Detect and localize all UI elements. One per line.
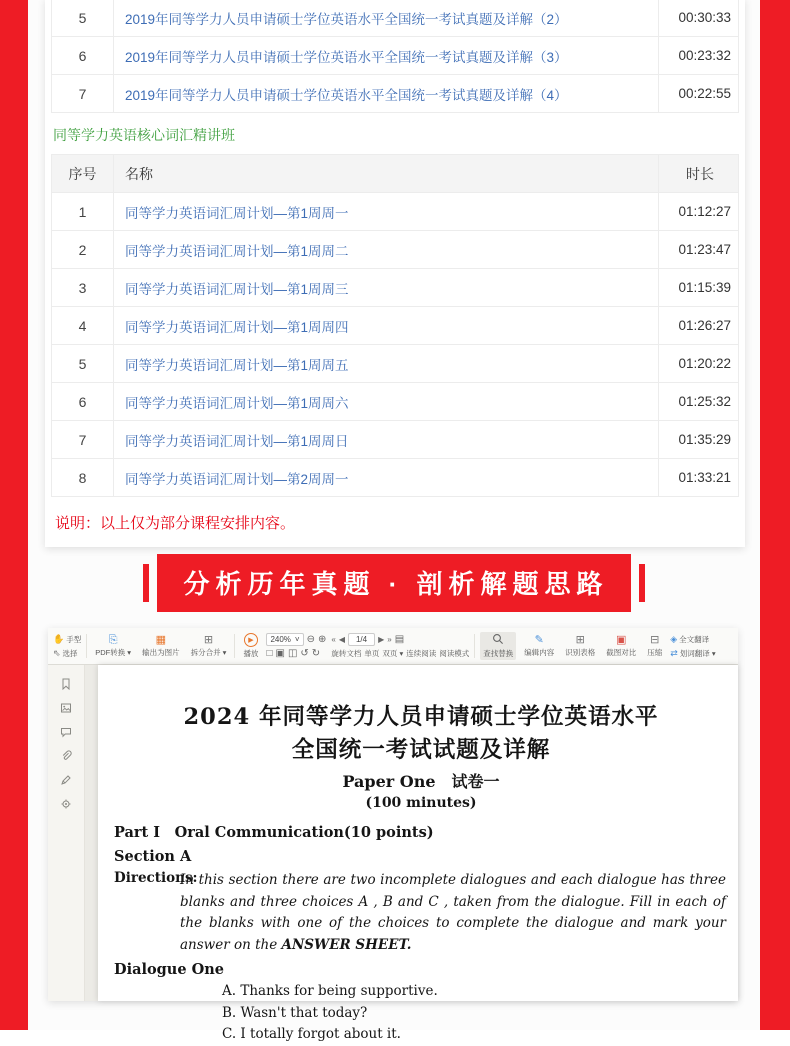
exam-title-line2: 全国统一考试试题及详解: [291, 736, 551, 763]
lecture-title-link[interactable]: 同等学力英语词汇周计划—第1周周五: [114, 345, 659, 383]
row-index: 6: [52, 37, 114, 75]
play-label: 播放: [243, 649, 259, 658]
zoom-out-button[interactable]: ⊖: [306, 634, 315, 645]
lecture-title-link[interactable]: 同等学力英语词汇周计划—第2周周一: [114, 459, 659, 497]
cursor-icon: ⇖: [53, 647, 61, 658]
lecture-duration: 01:26:27: [659, 307, 739, 345]
directions-block: [114, 870, 728, 956]
vocab-lecture-table: [51, 154, 739, 497]
edit-pencil-icon: ✎: [534, 634, 544, 646]
table-row: [52, 231, 739, 269]
course-schedule-card: [45, 0, 745, 547]
pdf-convert-icon: ⎘: [108, 634, 118, 646]
schedule-note: 说明：以上仅为部分课程安排内容。: [55, 515, 296, 532]
right-red-border: [760, 0, 790, 1030]
banner-right-tick: [639, 564, 645, 602]
lecture-duration: 00:23:32: [659, 37, 739, 75]
read-mode-button[interactable]: 阅读模式: [439, 649, 470, 658]
split-merge-icon: ⊞: [203, 634, 214, 646]
duration-heading: (100 minutes): [365, 795, 477, 812]
edit-content-label: 编辑内容: [524, 648, 555, 657]
paper-heading: Paper One 试卷一: [342, 772, 500, 792]
banner-title: 分析历年真题 · 剖析解题思路: [157, 554, 630, 612]
part-heading: Part Ⅰ Oral Communication(10 points): [114, 824, 434, 842]
double-page-button[interactable]: 双页 ▾: [382, 649, 404, 658]
pdf-page-area[interactable]: [85, 665, 738, 1043]
export-image-label: 输出为图片: [142, 648, 180, 657]
single-page-button[interactable]: 单页: [364, 649, 380, 658]
table-row: [52, 307, 739, 345]
compress-button[interactable]: [644, 633, 665, 659]
signature-pen-icon[interactable]: [60, 774, 72, 786]
full-translate-label: 全文翻译: [679, 634, 710, 644]
table-row: [52, 345, 739, 383]
table-row: [52, 459, 739, 497]
screenshot-compare-label: 截图对比: [606, 648, 637, 657]
find-replace-button[interactable]: [480, 632, 516, 660]
lecture-title-link[interactable]: 同等学力英语词汇周计划—第1周周二: [114, 231, 659, 269]
settings-icon[interactable]: [60, 798, 72, 810]
table-row: [52, 37, 739, 75]
option-b: B. Wasn't that today?: [222, 1004, 368, 1021]
pdf-side-panel: [48, 665, 85, 1001]
lecture-title-link[interactable]: 2019年同等学力人员申请硕士学位英语水平全国统一考试真题及详解（4）: [114, 75, 659, 113]
exam-title-line1: 2024 年同等学力人员申请硕士学位英语水平: [183, 704, 659, 730]
lecture-duration: 01:20:22: [659, 345, 739, 383]
zoom-in-button[interactable]: ⊕: [317, 634, 327, 645]
row-index: 5: [52, 345, 114, 383]
row-index: 7: [52, 421, 114, 459]
option-c: C. I totally forgot about it.: [222, 1026, 401, 1043]
exam-lecture-table: [51, 0, 739, 113]
section-banner: [28, 554, 760, 612]
left-red-border: [0, 0, 28, 1030]
play-button[interactable]: [240, 632, 261, 660]
toolbar-divider: [474, 634, 475, 658]
word-translate-icon: ⇄: [670, 647, 678, 658]
export-image-button[interactable]: [139, 633, 183, 659]
compress-label: 压缩: [647, 648, 663, 657]
answer-sheet-emphasis: ANSWER SHEET.: [281, 936, 412, 953]
directions-text: In this section there are two incomplete dialogues and each dialogue has three blanks and three choices A , B and C , taken from the dialogue. Fill in each of the blanks with one of the choices to complete the dialogue and mark your answer on the ANSWER SHEET.: [180, 872, 726, 953]
table-row: [52, 193, 739, 231]
row-index: 2: [52, 231, 114, 269]
continuous-read-button[interactable]: 连续阅读: [406, 649, 437, 658]
pdf-toolbar: [48, 628, 738, 665]
option-a: A. Thanks for being supportive.: [222, 983, 438, 1000]
lecture-title-link[interactable]: 同等学力英语词汇周计划—第1周周日: [114, 421, 659, 459]
header-name: 名称: [114, 155, 659, 193]
find-replace-label: 查找替换: [483, 649, 514, 658]
table-row: [52, 75, 739, 113]
screenshot-compare-button[interactable]: [603, 633, 639, 659]
exam-paper-page: [98, 665, 738, 1043]
full-translate-button[interactable]: [670, 634, 715, 645]
lecture-title-link[interactable]: 2019年同等学力人员申请硕士学位英语水平全国统一考试真题及详解（2）: [114, 0, 659, 37]
directions-label: Directions:: [114, 870, 198, 887]
row-index: 6: [52, 383, 114, 421]
play-icon: ▶: [244, 633, 258, 647]
section-heading: Section A: [114, 848, 192, 866]
first-page-button[interactable]: «: [331, 635, 336, 644]
recognize-table-label: 识别表格: [565, 648, 596, 657]
table-row: [52, 383, 739, 421]
header-index: 序号: [52, 155, 114, 193]
vocab-course-section-title: 同等学力英语核心词汇精讲班: [53, 127, 235, 143]
fit-width-button[interactable]: □: [266, 648, 273, 659]
zoom-level-value: 240%: [270, 635, 291, 644]
next-page-button[interactable]: ▶: [378, 635, 385, 644]
lecture-title-link[interactable]: 2019年同等学力人员申请硕士学位英语水平全国统一考试真题及详解（3）: [114, 37, 659, 75]
rotate-right-button[interactable]: ↻: [311, 648, 321, 659]
row-index: 3: [52, 269, 114, 307]
last-page-button[interactable]: »: [387, 635, 392, 644]
export-image-icon: ▦: [155, 634, 167, 646]
hand-tool-label: 手型: [66, 634, 82, 644]
row-index: 5: [52, 0, 114, 37]
split-merge-label: 拆分合并: [190, 648, 221, 657]
row-index: 7: [52, 75, 114, 113]
exam-title: [114, 701, 728, 766]
comment-icon[interactable]: [60, 726, 72, 738]
book-view-icon[interactable]: ▤: [394, 634, 405, 645]
word-translate-button[interactable]: ⇄ 划词翻译 ▾: [670, 647, 716, 658]
lecture-duration: 00:30:33: [659, 0, 739, 37]
banner-left-tick: [143, 564, 149, 602]
row-index: 1: [52, 193, 114, 231]
hand-tool-button[interactable]: [53, 634, 81, 645]
split-merge-button[interactable]: ⊞ 拆分合并 ▾: [190, 634, 227, 657]
table-row: [52, 0, 739, 37]
fit-page-button[interactable]: ▣: [275, 648, 285, 659]
lecture-duration: 00:22:55: [659, 75, 739, 113]
header-duration: 时长: [659, 155, 739, 193]
row-index: 8: [52, 459, 114, 497]
lecture-duration: 01:33:21: [659, 459, 739, 497]
lecture-title-link[interactable]: 同等学力英语词汇周计划—第1周周六: [114, 383, 659, 421]
lecture-title-link[interactable]: 同等学力英语词汇周计划—第1周周四: [114, 307, 659, 345]
chevron-down-icon: ˅: [294, 635, 300, 644]
lecture-duration: 01:23:47: [659, 231, 739, 269]
dialogue-heading: Dialogue One: [114, 961, 225, 979]
rotate-doc-button[interactable]: 旋转文档: [331, 649, 362, 658]
lecture-duration: 01:15:39: [659, 269, 739, 307]
pdf-viewer-screenshot: [48, 628, 738, 1043]
lecture-duration: 01:35:29: [659, 421, 739, 459]
select-tool-label: 选择: [62, 648, 78, 658]
edit-content-button[interactable]: [521, 633, 557, 659]
pdf-viewer-body: [48, 665, 738, 1043]
pdf-convert-button[interactable]: ⎘ PDF转换 ▾: [95, 634, 132, 657]
lecture-title-link[interactable]: 同等学力英语词汇周计划—第1周周一: [114, 193, 659, 231]
table-row: [52, 269, 739, 307]
translate-icon: ◈: [670, 633, 678, 644]
dialogue-options: [114, 981, 728, 1046]
table-grid-icon: ⊞: [575, 634, 585, 646]
recognize-table-button[interactable]: [562, 633, 598, 659]
lecture-title-link[interactable]: 同等学力英语词汇周计划—第1周周三: [114, 269, 659, 307]
actual-size-button[interactable]: ◫: [287, 648, 298, 659]
toolbar-divider: [234, 634, 235, 658]
thumbnail-icon[interactable]: [60, 702, 72, 714]
attachment-icon[interactable]: [60, 750, 72, 762]
previous-page-button[interactable]: ◀: [338, 635, 345, 644]
word-translate-label: 划词翻译: [679, 648, 710, 658]
search-icon: [492, 633, 504, 647]
select-tool-button[interactable]: [53, 648, 81, 659]
table-header-row: [52, 155, 739, 193]
rotate-left-button[interactable]: ↺: [300, 648, 309, 659]
lecture-duration: 01:12:27: [659, 193, 739, 231]
pdf-convert-label: PDF转换: [95, 648, 126, 657]
bookmark-icon[interactable]: [60, 678, 72, 690]
compress-icon: ⊟: [650, 634, 660, 646]
hand-icon: ✋: [53, 633, 65, 644]
row-index: 4: [52, 307, 114, 345]
zoom-level-select[interactable]: [266, 633, 303, 646]
screenshot-frame-icon: ▣: [616, 634, 627, 646]
double-page-label: 双页: [382, 649, 398, 658]
toolbar-divider: [86, 634, 87, 658]
table-row: [52, 421, 739, 459]
page-indicator-input[interactable]: 1/4: [348, 633, 375, 646]
lecture-duration: 01:25:32: [659, 383, 739, 421]
